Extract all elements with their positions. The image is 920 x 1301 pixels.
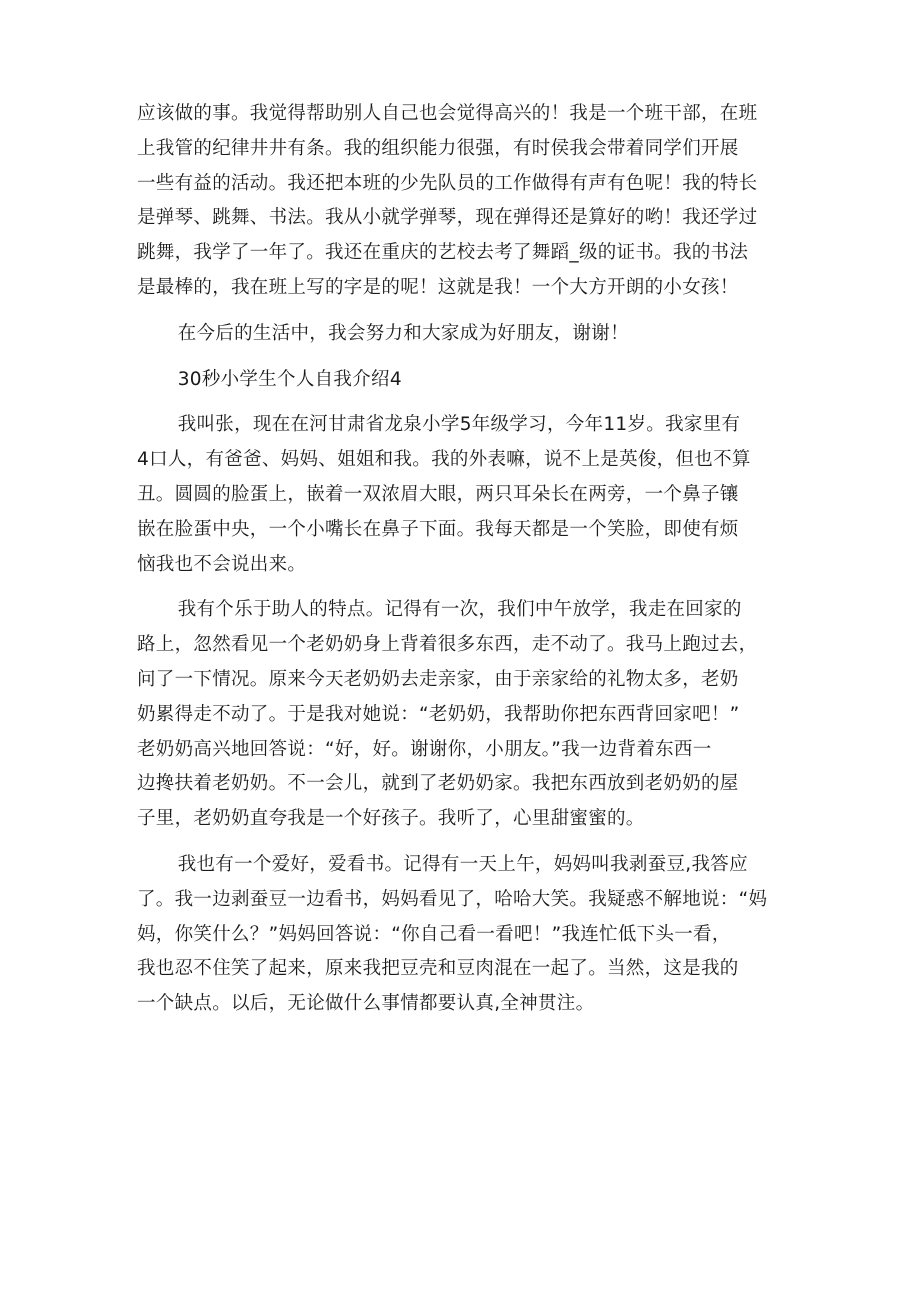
text-line: 嵌在脸蛋中央，一个小嘴长在鼻子下面。我每天都是一个笑脸，即使有烦: [137, 518, 739, 540]
text-line: 4口人，有爸爸、妈妈、姐姐和我。我的外表嘛，说不上是英俊，但也不算: [137, 449, 751, 471]
text-line: 应该做的事。我觉得帮助别人自己也会觉得高兴的！我是一个班干部，在班: [137, 103, 758, 124]
text-line: 丑。圆圆的脸蛋上，嵌着一双浓眉大眼，两只耳朵长在两旁，一个鼻子镶: [137, 483, 739, 505]
document-body: [137, 97, 792, 1033]
paragraph-self-intro: [137, 408, 792, 582]
text-line: 我也有一个爱好，爱看书。记得有一天上午，妈妈叫我剥蚕豆,我答应: [177, 853, 748, 875]
section-heading: [137, 363, 792, 398]
paragraph-intro-continued: [137, 97, 792, 306]
text-line: 上我管的纪律井井有条。我的组织能力很强，有时侯我会带着同学们开展: [137, 137, 739, 159]
text-line: 了。我一边剥蚕豆一边看书，妈妈看见了，哈哈大笑。我疑惑不解地说：“妈: [137, 888, 768, 910]
text-line: 子里，老奶奶直夸我是一个好孩子。我听了，心里甜蜜蜜的。: [137, 808, 645, 830]
text-line: 老奶奶高兴地回答说：“好，好。谢谢你，小朋友。”我一边背着东西一: [137, 738, 712, 760]
paragraph-closing: [137, 317, 792, 352]
text-line: 是弹琴、跳舞、书法。我从小就学弹琴，现在弹得还是算好的哟！我还学过: [137, 207, 758, 229]
text-line: 我叫张，现在在河甘肃省龙泉小学5年级学习，今年11岁。我家里有: [177, 414, 741, 436]
text-line: 恼我也不会说出来。: [137, 553, 307, 575]
paragraph-helping-story: [137, 593, 792, 837]
text-line: 一些有益的活动。我还把本班的少先队员的工作做得有声有色呢！我的特长: [137, 172, 758, 194]
text-line: 奶累得走不动了。于是我对她说：“老奶奶，我帮助你把东西背回家吧！”: [137, 703, 740, 725]
text-line: 路上，忽然看见一个老奶奶身上背着很多东西，走不动了。我马上跑过去，: [137, 634, 758, 656]
text-line: 问了一下情况。原来今天老奶奶去走亲家，由于亲家给的礼物太多，老奶: [137, 668, 739, 690]
text-line: 在今后的生活中，我会努力和大家成为好朋友，谢谢！: [177, 322, 629, 344]
text-line: 我也忍不住笑了起来，原来我把豆壳和豆肉混在一起了。当然，这是我的: [137, 958, 739, 980]
paragraph-hobby-story: [137, 848, 792, 1022]
text-line: 是最棒的，我在班上写的字是的呢！这就是我！一个大方开朗的小女孩！: [137, 276, 739, 298]
text-line: 妈，你笑什么？”妈妈回答说：“你自己看一看吧！”我连忙低下头一看，: [137, 923, 731, 945]
text-line: 边搀扶着老奶奶。不一会儿，就到了老奶奶家。我把东西放到老奶奶的屋: [137, 773, 739, 795]
text-line: 我有个乐于助人的特点。记得有一次，我们中午放学，我走在回家的: [177, 599, 742, 621]
text-line: 跳舞，我学了一年了。我还在重庆的艺校去考了舞蹈_级的证书。我的书法: [137, 242, 749, 264]
heading-text: 30秒小学生个人自我介绍4: [177, 368, 402, 390]
text-line: 一个缺点。以后，无论做什么事情都要认真,全神贯注。: [137, 993, 595, 1015]
